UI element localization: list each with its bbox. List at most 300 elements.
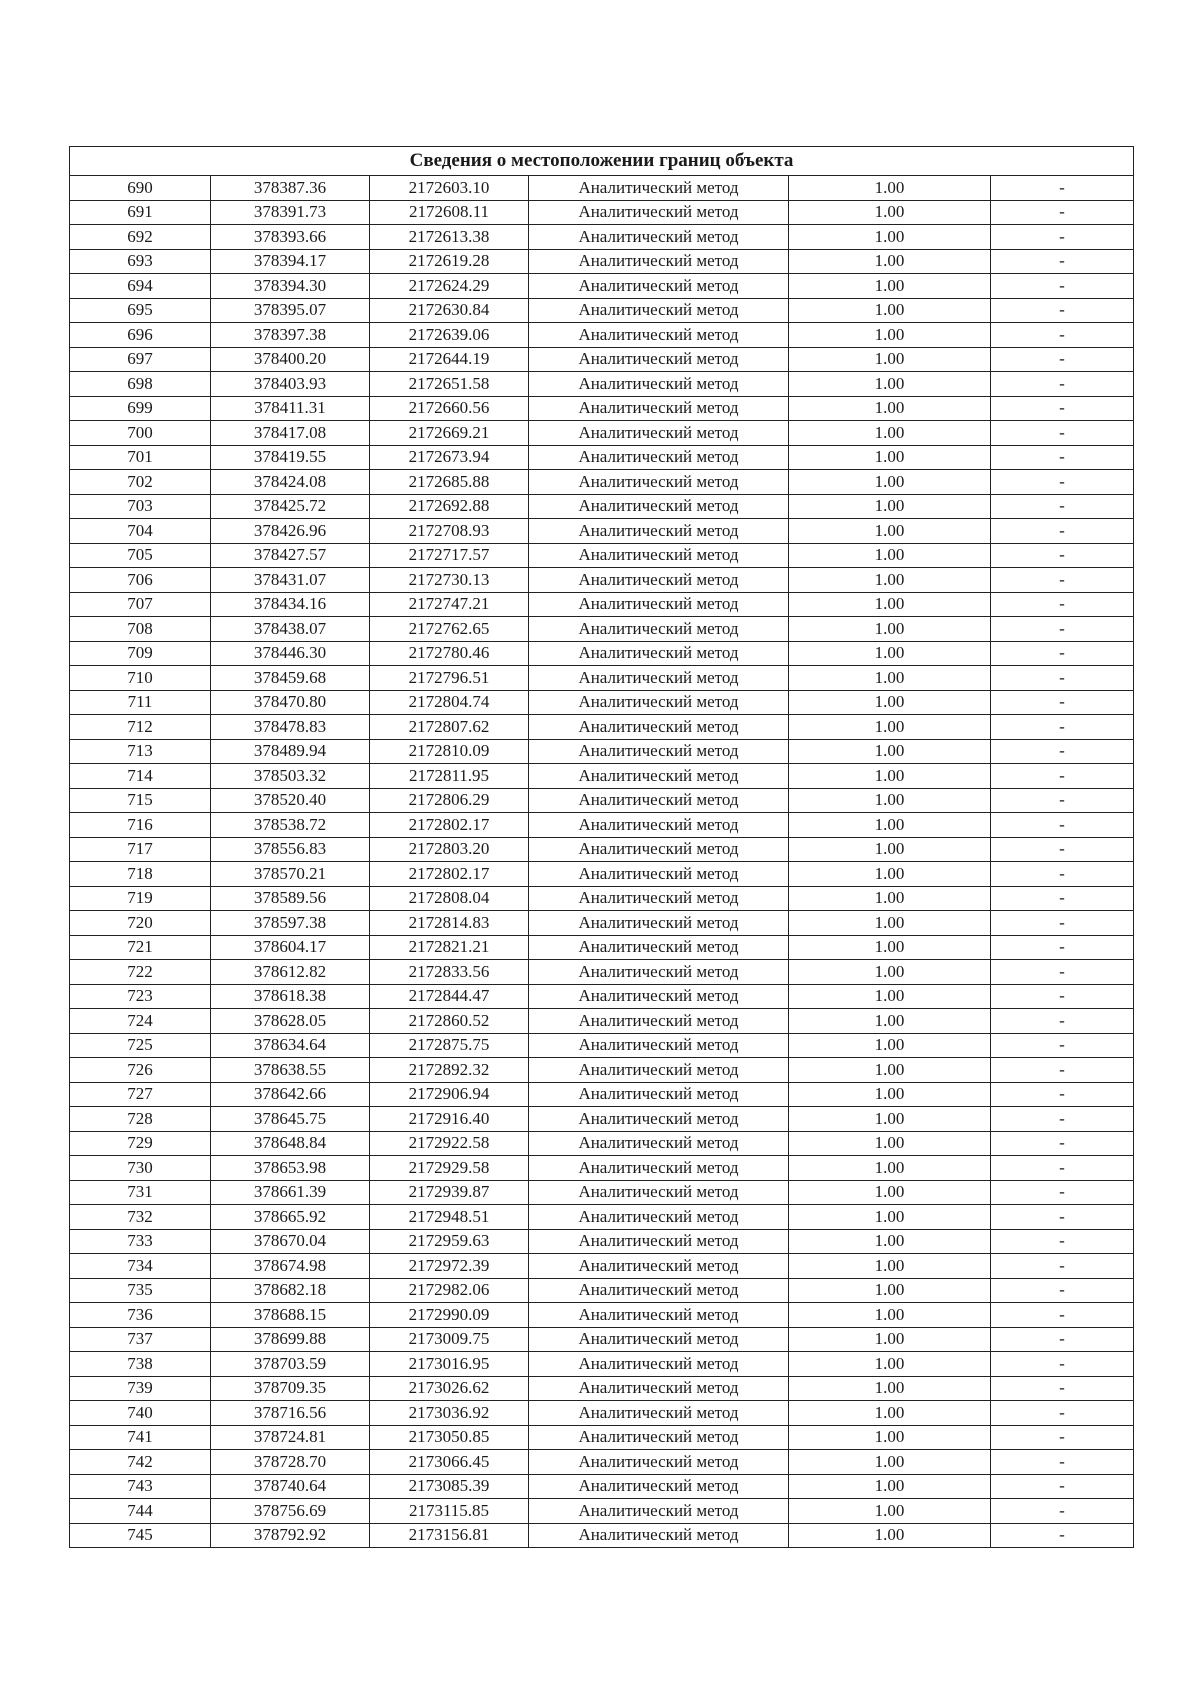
method-cell: Аналитический метод [529, 200, 789, 225]
point-number-cell: 710 [70, 666, 211, 691]
coordinate-y-cell: 2172844.47 [370, 984, 529, 1009]
coordinate-x-cell: 378709.35 [211, 1376, 370, 1401]
method-cell: Аналитический метод [529, 1229, 789, 1254]
point-number-cell: 714 [70, 764, 211, 789]
coordinate-x-cell: 378400.20 [211, 347, 370, 372]
coordinate-x-cell: 378538.72 [211, 813, 370, 838]
coordinate-x-cell: 378446.30 [211, 641, 370, 666]
method-cell: Аналитический метод [529, 176, 789, 201]
coordinate-y-cell: 2172762.65 [370, 617, 529, 642]
method-cell: Аналитический метод [529, 1450, 789, 1475]
coordinate-y-cell: 2172630.84 [370, 298, 529, 323]
table-row [70, 813, 1134, 838]
coordinate-x-cell: 378688.15 [211, 1303, 370, 1328]
coordinate-x-cell: 378393.66 [211, 225, 370, 250]
coordinate-y-cell: 2172651.58 [370, 372, 529, 397]
table-row [70, 1474, 1134, 1499]
method-cell: Аналитический метод [529, 739, 789, 764]
coordinate-x-cell: 378403.93 [211, 372, 370, 397]
accuracy-cell: 1.00 [789, 1352, 991, 1377]
table-row [70, 470, 1134, 495]
method-cell: Аналитический метод [529, 1205, 789, 1230]
table-row [70, 1254, 1134, 1279]
method-cell: Аналитический метод [529, 1278, 789, 1303]
table-row [70, 960, 1134, 985]
description-cell: - [991, 862, 1134, 887]
accuracy-cell: 1.00 [789, 445, 991, 470]
accuracy-cell: 1.00 [789, 984, 991, 1009]
coordinate-x-cell: 378670.04 [211, 1229, 370, 1254]
accuracy-cell: 1.00 [789, 372, 991, 397]
description-cell: - [991, 1082, 1134, 1107]
accuracy-cell: 1.00 [789, 1205, 991, 1230]
description-cell: - [991, 1303, 1134, 1328]
coordinate-y-cell: 2173156.81 [370, 1523, 529, 1548]
coordinate-x-cell: 378604.17 [211, 935, 370, 960]
point-number-cell: 701 [70, 445, 211, 470]
description-cell: - [991, 396, 1134, 421]
table-row [70, 396, 1134, 421]
coordinate-x-cell: 378699.88 [211, 1327, 370, 1352]
method-cell: Аналитический метод [529, 1352, 789, 1377]
accuracy-cell: 1.00 [789, 1523, 991, 1548]
point-number-cell: 717 [70, 837, 211, 862]
description-cell: - [991, 739, 1134, 764]
coordinate-x-cell: 378665.92 [211, 1205, 370, 1230]
method-cell: Аналитический метод [529, 543, 789, 568]
point-number-cell: 737 [70, 1327, 211, 1352]
description-cell: - [991, 911, 1134, 936]
point-number-cell: 711 [70, 690, 211, 715]
method-cell: Аналитический метод [529, 1401, 789, 1426]
coordinate-y-cell: 2172972.39 [370, 1254, 529, 1279]
coordinate-x-cell: 378520.40 [211, 788, 370, 813]
description-cell: - [991, 1450, 1134, 1475]
coordinate-y-cell: 2173115.85 [370, 1499, 529, 1524]
table-row [70, 935, 1134, 960]
description-cell: - [991, 666, 1134, 691]
method-cell: Аналитический метод [529, 1425, 789, 1450]
method-cell: Аналитический метод [529, 1156, 789, 1181]
table-title-row [70, 147, 1134, 176]
coordinate-y-cell: 2172639.06 [370, 323, 529, 348]
method-cell: Аналитический метод [529, 1180, 789, 1205]
accuracy-cell: 1.00 [789, 421, 991, 446]
description-cell: - [991, 372, 1134, 397]
coordinate-x-cell: 378426.96 [211, 519, 370, 544]
accuracy-cell: 1.00 [789, 1327, 991, 1352]
method-cell: Аналитический метод [529, 323, 789, 348]
point-number-cell: 729 [70, 1131, 211, 1156]
description-cell: - [991, 1107, 1134, 1132]
table-row [70, 1401, 1134, 1426]
description-cell: - [991, 543, 1134, 568]
coordinate-x-cell: 378724.81 [211, 1425, 370, 1450]
table-row [70, 1107, 1134, 1132]
coordinate-x-cell: 378419.55 [211, 445, 370, 470]
description-cell: - [991, 641, 1134, 666]
coordinate-x-cell: 378682.18 [211, 1278, 370, 1303]
coordinate-x-cell: 378674.98 [211, 1254, 370, 1279]
method-cell: Аналитический метод [529, 617, 789, 642]
coordinate-y-cell: 2172803.20 [370, 837, 529, 862]
description-cell: - [991, 886, 1134, 911]
table-body [70, 147, 1134, 1548]
description-cell: - [991, 1474, 1134, 1499]
coordinate-x-cell: 378411.31 [211, 396, 370, 421]
table-row [70, 739, 1134, 764]
accuracy-cell: 1.00 [789, 690, 991, 715]
table-row [70, 764, 1134, 789]
description-cell: - [991, 298, 1134, 323]
accuracy-cell: 1.00 [789, 347, 991, 372]
coordinate-x-cell: 378394.17 [211, 249, 370, 274]
coordinate-y-cell: 2173016.95 [370, 1352, 529, 1377]
table-row [70, 200, 1134, 225]
accuracy-cell: 1.00 [789, 617, 991, 642]
accuracy-cell: 1.00 [789, 1254, 991, 1279]
coordinate-y-cell: 2172796.51 [370, 666, 529, 691]
description-cell: - [991, 764, 1134, 789]
point-number-cell: 745 [70, 1523, 211, 1548]
point-number-cell: 740 [70, 1401, 211, 1426]
coordinate-x-cell: 378597.38 [211, 911, 370, 936]
table-row [70, 568, 1134, 593]
accuracy-cell: 1.00 [789, 960, 991, 985]
accuracy-cell: 1.00 [789, 788, 991, 813]
point-number-cell: 703 [70, 494, 211, 519]
table-row [70, 1376, 1134, 1401]
point-number-cell: 731 [70, 1180, 211, 1205]
coordinate-y-cell: 2172807.62 [370, 715, 529, 740]
coordinate-y-cell: 2172717.57 [370, 543, 529, 568]
point-number-cell: 726 [70, 1058, 211, 1083]
table-row [70, 1156, 1134, 1181]
method-cell: Аналитический метод [529, 1107, 789, 1132]
description-cell: - [991, 1058, 1134, 1083]
accuracy-cell: 1.00 [789, 666, 991, 691]
point-number-cell: 699 [70, 396, 211, 421]
accuracy-cell: 1.00 [789, 494, 991, 519]
coordinate-x-cell: 378397.38 [211, 323, 370, 348]
table-row [70, 837, 1134, 862]
accuracy-cell: 1.00 [789, 298, 991, 323]
description-cell: - [991, 690, 1134, 715]
coordinate-y-cell: 2172608.11 [370, 200, 529, 225]
method-cell: Аналитический метод [529, 837, 789, 862]
coordinate-x-cell: 378589.56 [211, 886, 370, 911]
boundary-coordinates-table [69, 146, 1134, 1548]
accuracy-cell: 1.00 [789, 1450, 991, 1475]
table-row [70, 494, 1134, 519]
coordinate-y-cell: 2172860.52 [370, 1009, 529, 1034]
description-cell: - [991, 568, 1134, 593]
table-row [70, 1352, 1134, 1377]
point-number-cell: 720 [70, 911, 211, 936]
coordinate-y-cell: 2172875.75 [370, 1033, 529, 1058]
coordinate-y-cell: 2172619.28 [370, 249, 529, 274]
point-number-cell: 736 [70, 1303, 211, 1328]
coordinate-x-cell: 378478.83 [211, 715, 370, 740]
description-cell: - [991, 1009, 1134, 1034]
point-number-cell: 719 [70, 886, 211, 911]
table-row [70, 911, 1134, 936]
coordinate-y-cell: 2173050.85 [370, 1425, 529, 1450]
table-row [70, 641, 1134, 666]
coordinate-y-cell: 2172669.21 [370, 421, 529, 446]
coordinate-x-cell: 378387.36 [211, 176, 370, 201]
table-row [70, 1327, 1134, 1352]
coordinate-y-cell: 2172730.13 [370, 568, 529, 593]
coordinate-x-cell: 378459.68 [211, 666, 370, 691]
point-number-cell: 741 [70, 1425, 211, 1450]
table-row [70, 347, 1134, 372]
coordinate-x-cell: 378431.07 [211, 568, 370, 593]
coordinate-x-cell: 378489.94 [211, 739, 370, 764]
method-cell: Аналитический метод [529, 421, 789, 446]
coordinate-x-cell: 378395.07 [211, 298, 370, 323]
coordinate-y-cell: 2172959.63 [370, 1229, 529, 1254]
point-number-cell: 705 [70, 543, 211, 568]
method-cell: Аналитический метод [529, 396, 789, 421]
accuracy-cell: 1.00 [789, 1180, 991, 1205]
accuracy-cell: 1.00 [789, 225, 991, 250]
description-cell: - [991, 1278, 1134, 1303]
accuracy-cell: 1.00 [789, 1107, 991, 1132]
coordinate-y-cell: 2172811.95 [370, 764, 529, 789]
description-cell: - [991, 494, 1134, 519]
coordinate-x-cell: 378740.64 [211, 1474, 370, 1499]
point-number-cell: 722 [70, 960, 211, 985]
table-row [70, 666, 1134, 691]
accuracy-cell: 1.00 [789, 1376, 991, 1401]
table-row [70, 445, 1134, 470]
accuracy-cell: 1.00 [789, 935, 991, 960]
accuracy-cell: 1.00 [789, 274, 991, 299]
method-cell: Аналитический метод [529, 494, 789, 519]
point-number-cell: 744 [70, 1499, 211, 1524]
coordinate-y-cell: 2172808.04 [370, 886, 529, 911]
description-cell: - [991, 1327, 1134, 1352]
coordinate-x-cell: 378728.70 [211, 1450, 370, 1475]
description-cell: - [991, 813, 1134, 838]
accuracy-cell: 1.00 [789, 543, 991, 568]
table-title: Сведения о местоположении границ объекта [70, 147, 1134, 176]
coordinate-y-cell: 2172613.38 [370, 225, 529, 250]
accuracy-cell: 1.00 [789, 739, 991, 764]
method-cell: Аналитический метод [529, 592, 789, 617]
table-row [70, 1131, 1134, 1156]
method-cell: Аналитический метод [529, 1474, 789, 1499]
method-cell: Аналитический метод [529, 298, 789, 323]
coordinate-x-cell: 378634.64 [211, 1033, 370, 1058]
table-row [70, 1278, 1134, 1303]
table-row [70, 543, 1134, 568]
description-cell: - [991, 274, 1134, 299]
coordinate-y-cell: 2172692.88 [370, 494, 529, 519]
table-row [70, 323, 1134, 348]
accuracy-cell: 1.00 [789, 813, 991, 838]
coordinate-y-cell: 2172802.17 [370, 813, 529, 838]
accuracy-cell: 1.00 [789, 862, 991, 887]
point-number-cell: 734 [70, 1254, 211, 1279]
point-number-cell: 708 [70, 617, 211, 642]
coordinate-x-cell: 378470.80 [211, 690, 370, 715]
coordinate-y-cell: 2172780.46 [370, 641, 529, 666]
coordinate-y-cell: 2172644.19 [370, 347, 529, 372]
point-number-cell: 693 [70, 249, 211, 274]
table-row [70, 617, 1134, 642]
coordinate-y-cell: 2172916.40 [370, 1107, 529, 1132]
table-row [70, 1303, 1134, 1328]
point-number-cell: 691 [70, 200, 211, 225]
point-number-cell: 738 [70, 1352, 211, 1377]
accuracy-cell: 1.00 [789, 764, 991, 789]
point-number-cell: 696 [70, 323, 211, 348]
point-number-cell: 707 [70, 592, 211, 617]
accuracy-cell: 1.00 [789, 1425, 991, 1450]
coordinate-y-cell: 2172673.94 [370, 445, 529, 470]
coordinate-y-cell: 2172624.29 [370, 274, 529, 299]
description-cell: - [991, 519, 1134, 544]
coordinate-y-cell: 2173066.45 [370, 1450, 529, 1475]
point-number-cell: 732 [70, 1205, 211, 1230]
description-cell: - [991, 1499, 1134, 1524]
coordinate-y-cell: 2172747.21 [370, 592, 529, 617]
method-cell: Аналитический метод [529, 1009, 789, 1034]
description-cell: - [991, 421, 1134, 446]
method-cell: Аналитический метод [529, 274, 789, 299]
description-cell: - [991, 837, 1134, 862]
table-row [70, 788, 1134, 813]
description-cell: - [991, 200, 1134, 225]
coordinate-x-cell: 378756.69 [211, 1499, 370, 1524]
description-cell: - [991, 617, 1134, 642]
document-page [69, 146, 1133, 1548]
method-cell: Аналитический метод [529, 1082, 789, 1107]
description-cell: - [991, 960, 1134, 985]
accuracy-cell: 1.00 [789, 470, 991, 495]
coordinate-y-cell: 2173009.75 [370, 1327, 529, 1352]
table-row [70, 1450, 1134, 1475]
point-number-cell: 704 [70, 519, 211, 544]
method-cell: Аналитический метод [529, 347, 789, 372]
table-row [70, 372, 1134, 397]
point-number-cell: 716 [70, 813, 211, 838]
table-row [70, 274, 1134, 299]
coordinate-y-cell: 2172806.29 [370, 788, 529, 813]
coordinate-y-cell: 2172685.88 [370, 470, 529, 495]
method-cell: Аналитический метод [529, 519, 789, 544]
coordinate-y-cell: 2172660.56 [370, 396, 529, 421]
method-cell: Аналитический метод [529, 960, 789, 985]
description-cell: - [991, 1352, 1134, 1377]
accuracy-cell: 1.00 [789, 1278, 991, 1303]
method-cell: Аналитический метод [529, 445, 789, 470]
coordinate-y-cell: 2172708.93 [370, 519, 529, 544]
description-cell: - [991, 1254, 1134, 1279]
coordinate-x-cell: 378394.30 [211, 274, 370, 299]
coordinate-x-cell: 378425.72 [211, 494, 370, 519]
coordinate-y-cell: 2173026.62 [370, 1376, 529, 1401]
point-number-cell: 697 [70, 347, 211, 372]
point-number-cell: 742 [70, 1450, 211, 1475]
coordinate-x-cell: 378424.08 [211, 470, 370, 495]
coordinate-y-cell: 2172929.58 [370, 1156, 529, 1181]
table-row [70, 715, 1134, 740]
coordinate-y-cell: 2172982.06 [370, 1278, 529, 1303]
table-row [70, 1058, 1134, 1083]
description-cell: - [991, 323, 1134, 348]
description-cell: - [991, 1376, 1134, 1401]
accuracy-cell: 1.00 [789, 886, 991, 911]
coordinate-y-cell: 2172948.51 [370, 1205, 529, 1230]
accuracy-cell: 1.00 [789, 396, 991, 421]
method-cell: Аналитический метод [529, 984, 789, 1009]
accuracy-cell: 1.00 [789, 1082, 991, 1107]
accuracy-cell: 1.00 [789, 1303, 991, 1328]
point-number-cell: 694 [70, 274, 211, 299]
point-number-cell: 725 [70, 1033, 211, 1058]
coordinate-x-cell: 378661.39 [211, 1180, 370, 1205]
point-number-cell: 690 [70, 176, 211, 201]
coordinate-y-cell: 2172892.32 [370, 1058, 529, 1083]
point-number-cell: 702 [70, 470, 211, 495]
coordinate-x-cell: 378642.66 [211, 1082, 370, 1107]
table-row [70, 176, 1134, 201]
description-cell: - [991, 1131, 1134, 1156]
coordinate-y-cell: 2173036.92 [370, 1401, 529, 1426]
description-cell: - [991, 984, 1134, 1009]
table-row [70, 225, 1134, 250]
description-cell: - [991, 788, 1134, 813]
accuracy-cell: 1.00 [789, 568, 991, 593]
coordinate-y-cell: 2172821.21 [370, 935, 529, 960]
table-row [70, 1425, 1134, 1450]
method-cell: Аналитический метод [529, 715, 789, 740]
point-number-cell: 709 [70, 641, 211, 666]
method-cell: Аналитический метод [529, 813, 789, 838]
method-cell: Аналитический метод [529, 690, 789, 715]
coordinate-y-cell: 2172810.09 [370, 739, 529, 764]
coordinate-x-cell: 378570.21 [211, 862, 370, 887]
table-row [70, 886, 1134, 911]
coordinate-x-cell: 378716.56 [211, 1401, 370, 1426]
method-cell: Аналитический метод [529, 225, 789, 250]
description-cell: - [991, 176, 1134, 201]
point-number-cell: 698 [70, 372, 211, 397]
description-cell: - [991, 1205, 1134, 1230]
table-row [70, 690, 1134, 715]
accuracy-cell: 1.00 [789, 1131, 991, 1156]
description-cell: - [991, 445, 1134, 470]
method-cell: Аналитический метод [529, 1523, 789, 1548]
table-row [70, 984, 1134, 1009]
table-row [70, 1009, 1134, 1034]
coordinate-x-cell: 378503.32 [211, 764, 370, 789]
method-cell: Аналитический метод [529, 1303, 789, 1328]
description-cell: - [991, 1401, 1134, 1426]
coordinate-x-cell: 378434.16 [211, 592, 370, 617]
method-cell: Аналитический метод [529, 470, 789, 495]
coordinate-x-cell: 378391.73 [211, 200, 370, 225]
accuracy-cell: 1.00 [789, 911, 991, 936]
method-cell: Аналитический метод [529, 911, 789, 936]
accuracy-cell: 1.00 [789, 1156, 991, 1181]
coordinate-x-cell: 378427.57 [211, 543, 370, 568]
method-cell: Аналитический метод [529, 886, 789, 911]
accuracy-cell: 1.00 [789, 323, 991, 348]
